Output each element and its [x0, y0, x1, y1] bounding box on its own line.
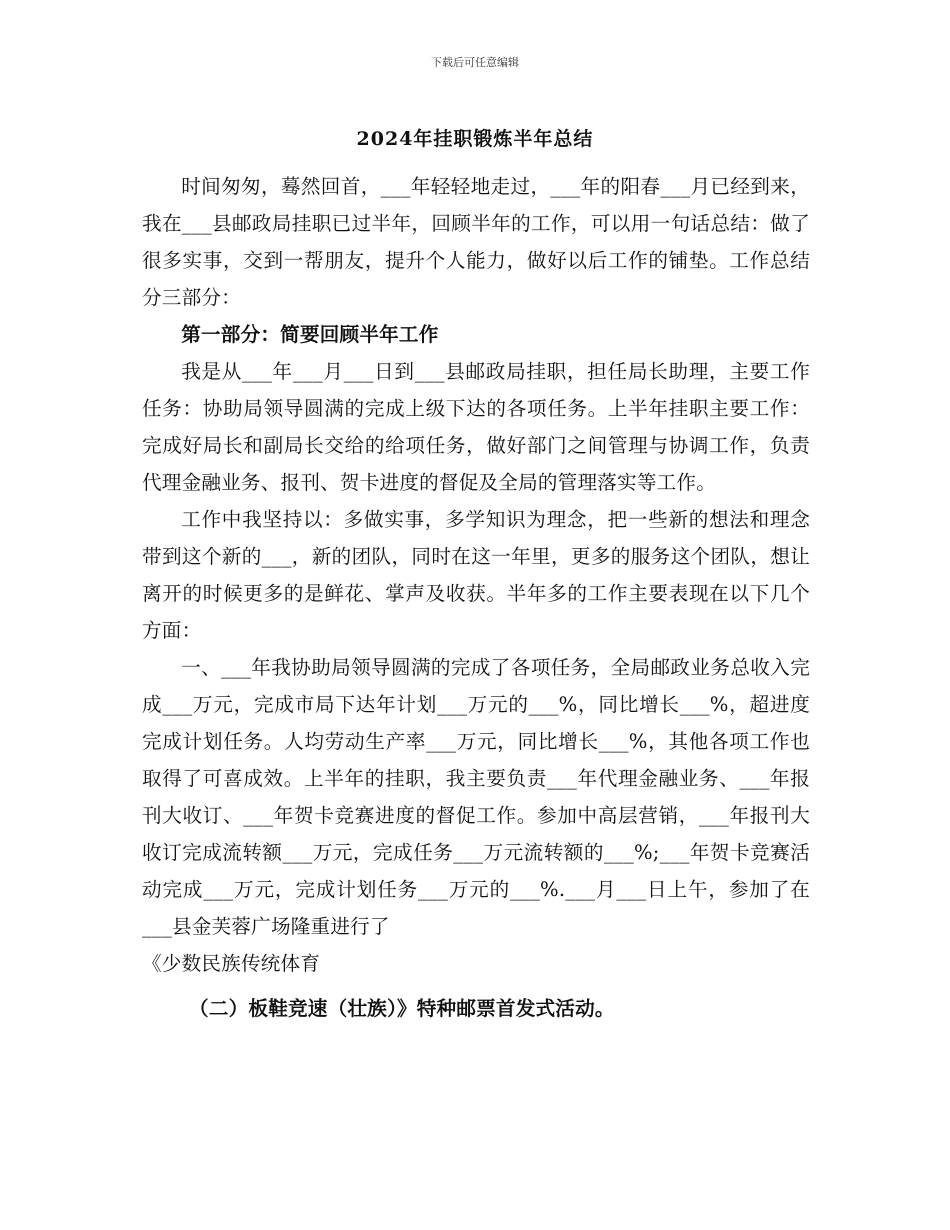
section-heading-part-one: 第一部分：简要回顾半年工作 — [181, 323, 439, 346]
paragraph-assignment: 我是从___年___月___日到___县邮政局挂职，担任局长助理，主要工作任务：协助局领导圆满的完成上级下达的各项任务。上半年挂职主要工作：完成好局长和副局长交给的给项任务，做好部门之间管理与协调工作，负责代理金融业务、报刊、贺卡进度的督促及全局的管理落实等工作。 — [142, 360, 810, 494]
paragraph-principles: 工作中我坚持以：多做实事，多学知识为理念，把一些新的想法和理念带到这个新的___，新的团队，同时在这一年里，更多的服务这个团队，想让离开的时候更多的是鲜花、掌声及收获。半年多的工作主要表现在以下几个方面： — [142, 508, 810, 642]
paragraph-achievements: 一、___年我协助局领导圆满的完成了各项任务，全局邮政业务总收入完成___万元，完成市局下达年计划___万元的___%，同比增长___%，超进度完成计划任务。人均劳动生产率___万元，同比增长___%，其他各项工作也取得了可喜成效。上半年的挂职，我主要负责___年代理金融业务、___年报刊大收订、___年贺卡竞赛进度的督促工作。参加中高层营销，___年报刊大收订完成流转额___万元，完成任务___万元流转额的___%;___年贺卡竞赛活动完成___万元，完成计划任务___万元的___%.___月___日上午，参加了在___县金芙蓉广场隆重进行了 — [142, 656, 810, 938]
header-note: 下载后可任意编辑 — [431, 56, 519, 69]
document-body — [142, 168, 810, 1027]
paragraph-stamp-title: 《少数民族传统体育 — [142, 952, 321, 975]
paragraph-intro: 时间匆匆，蓦然回首，___年轻轻地走过，___年的阳春___月已经到来，我在___县邮政局挂职已过半年，回顾半年的工作，可以用一句话总结：做了很多实事，交到一帮朋友，提升个人能力，做好以后工作的铺垫。工作总结分三部分： — [142, 175, 810, 309]
document-title: 2024年挂职锻炼半年总结 — [356, 128, 594, 150]
subheading-stamp-event: （二）板鞋竞速（壮族）》特种邮票首发式活动。 — [189, 997, 615, 1020]
